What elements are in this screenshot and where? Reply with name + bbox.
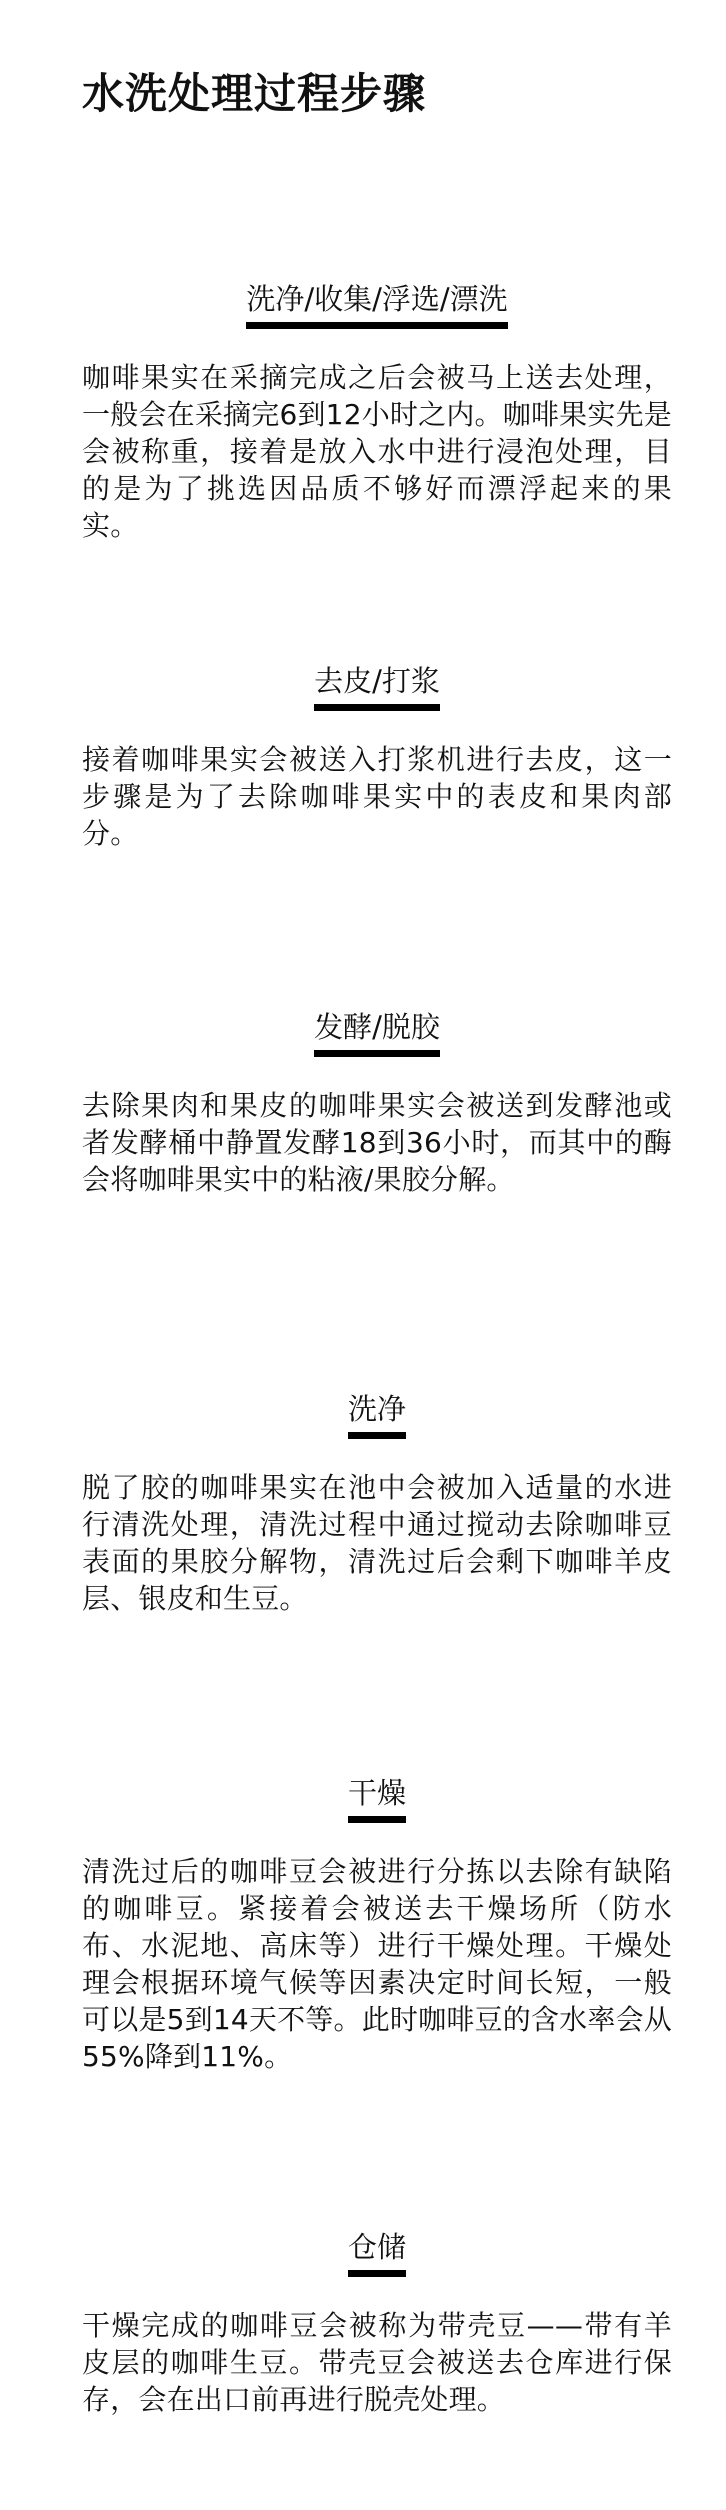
step-heading: 去皮/打浆 — [314, 660, 440, 711]
step-description: 去除果肉和果皮的咖啡果实会被送到发酵池或者发酵桶中静置发酵18到36小时，而其中的酶会将咖啡果实中的粘液/果胶分解。 — [82, 1089, 672, 1196]
step-heading: 洗净/收集/浮选/漂洗 — [246, 278, 507, 329]
step-section-fermentation — [82, 1006, 672, 1198]
step-heading: 仓储 — [348, 2226, 406, 2277]
page-title: 水洗处理过程步骤 — [82, 69, 427, 118]
step-section-drying — [82, 1772, 672, 2075]
step-section-pulping — [82, 660, 672, 852]
step-section-washing-collecting — [82, 278, 672, 544]
step-description: 咖啡果实在采摘完成之后会被马上送去处理，一般会在采摘完6到12小时之内。咖啡果实先是会被称重，接着是放入水中进行浸泡处理，目的是为了挑选因品质不够好而漂浮起来的果实。 — [82, 361, 672, 542]
step-section-storage — [82, 2226, 672, 2418]
step-heading: 干燥 — [348, 1772, 406, 1823]
step-section-rinsing — [82, 1388, 672, 1617]
step-description: 接着咖啡果实会被送入打浆机进行去皮，这一步骤是为了去除咖啡果实中的表皮和果肉部分。 — [82, 743, 672, 850]
step-description: 清洗过后的咖啡豆会被进行分拣以去除有缺陷的咖啡豆。紧接着会被送去干燥场所（防水布、水泥地、高床等）进行干燥处理。干燥处理会根据环境气候等因素决定时间长短，一般可以是5到14天不等。此时咖啡豆的含水率会从55%降到11%。 — [82, 1855, 672, 2073]
step-description: 干燥完成的咖啡豆会被称为带壳豆——带有羊皮层的咖啡生豆。带壳豆会被送去仓库进行保存，会在出口前再进行脱壳处理。 — [82, 2309, 672, 2416]
step-heading: 发酵/脱胶 — [314, 1006, 440, 1057]
step-heading: 洗净 — [348, 1388, 406, 1439]
step-description: 脱了胶的咖啡果实在池中会被加入适量的水进行清洗处理，清洗过程中通过搅动去除咖啡豆表面的果胶分解物，清洗过后会剩下咖啡羊皮层、银皮和生豆。 — [82, 1471, 672, 1615]
